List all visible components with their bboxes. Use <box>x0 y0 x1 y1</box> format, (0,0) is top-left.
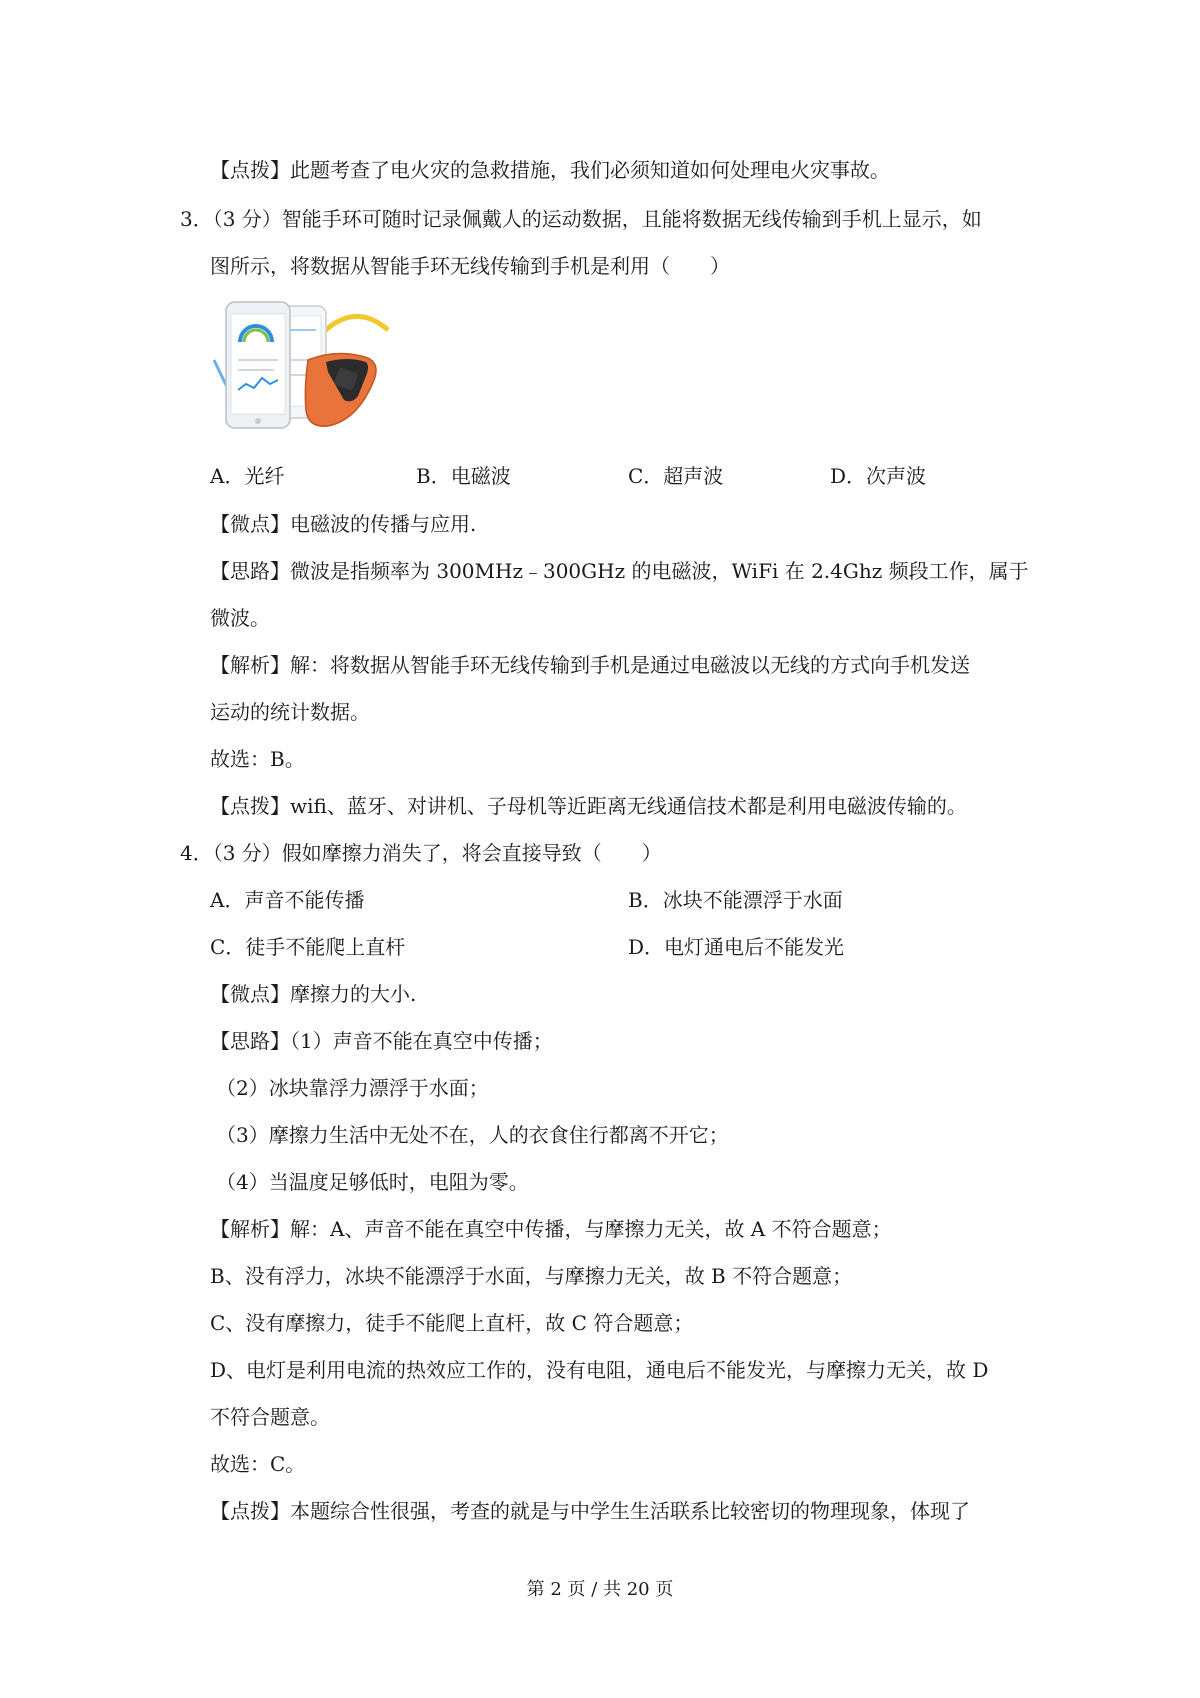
q4-thinking-line1: 【思路】（1）声音不能在真空中传播； <box>210 1029 553 1053</box>
q3-analysis-line2: 运动的统计数据。 <box>210 700 370 724</box>
q4-option-b: B．冰块不能漂浮于水面 <box>628 888 843 912</box>
q4-stem: 4．（3 分）假如摩擦力消失了，将会直接导致（ ） <box>180 841 662 865</box>
q3-micro-point: 【微点】电磁波的传播与应用. <box>210 512 477 536</box>
q3-pointer-text: 【点拨】wifi、蓝牙、对讲机、子母机等近距离无线通信技术都是利用电磁波传输的。 <box>210 794 967 818</box>
q4-option-d: D．电灯通电后不能发光 <box>628 935 845 959</box>
q3-option-c: C．超声波 <box>628 464 724 488</box>
q4-analysis-line4: D、电灯是利用电流的热效应工作的，没有电阻，通电后不能发光，与摩擦力无关，故 D <box>210 1358 989 1382</box>
q4-pointer-text: 【点拨】本题综合性很强，考查的就是与中学生生活联系比较密切的物理现象，体现了 <box>210 1499 970 1523</box>
q4-micro-point: 【微点】摩擦力的大小. <box>210 982 417 1006</box>
q3-answer: 故选：B。 <box>210 747 305 771</box>
q3-stem-line1: 3．（3 分）智能手环可随时记录佩戴人的运动数据，且能将数据无线传输到手机上显示，如 <box>180 207 982 231</box>
q3-option-a: A．光纤 <box>210 464 285 488</box>
q3-stem-line2: 图所示，将数据从智能手环无线传输到手机是利用（ ） <box>210 254 730 278</box>
q4-analysis-line3: C、没有摩擦力，徒手不能爬上直杆，故 C 符合题意； <box>210 1311 694 1335</box>
q4-thinking-line4: （4）当温度足够低时，电阻为零。 <box>216 1170 529 1194</box>
q3-option-b: B．电磁波 <box>416 464 511 488</box>
q4-thinking-line3: （3）摩擦力生活中无处不在，人的衣食住行都离不开它； <box>216 1123 729 1147</box>
q3-option-d: D．次声波 <box>830 464 927 488</box>
q4-analysis-line1: 【解析】解：A、声音不能在真空中传播，与摩擦力无关，故 A 不符合题意； <box>210 1217 892 1241</box>
q3-thinking-line2: 微波。 <box>210 606 270 630</box>
q4-answer: 故选：C。 <box>210 1452 306 1476</box>
q4-analysis-line5: 不符合题意。 <box>210 1405 330 1429</box>
q4-thinking-line2: （2）冰块靠浮力漂浮于水面； <box>216 1076 489 1100</box>
q3-thinking-line1: 【思路】微波是指频率为 300MHz﹣300GHz 的电磁波，WiFi 在 2.4Ghz 频段工作，属于 <box>210 559 1029 583</box>
phone-and-smart-band-icon <box>208 300 394 432</box>
q4-option-c: C．徒手不能爬上直杆 <box>210 935 406 959</box>
page-footer: 第 2 页 / 共 20 页 <box>526 1579 674 1600</box>
q3-analysis-line1: 【解析】解：将数据从智能手环无线传输到手机是通过电磁波以无线的方式向手机发送 <box>210 653 970 677</box>
q4-analysis-line2: B、没有浮力，冰块不能漂浮于水面，与摩擦力无关，故 B 不符合题意； <box>210 1264 853 1288</box>
q4-option-a: A．声音不能传播 <box>210 888 365 912</box>
q2-pointer-text: 【点拨】此题考查了电火灾的急救措施，我们必须知道如何处理电火灾事故。 <box>210 158 890 182</box>
